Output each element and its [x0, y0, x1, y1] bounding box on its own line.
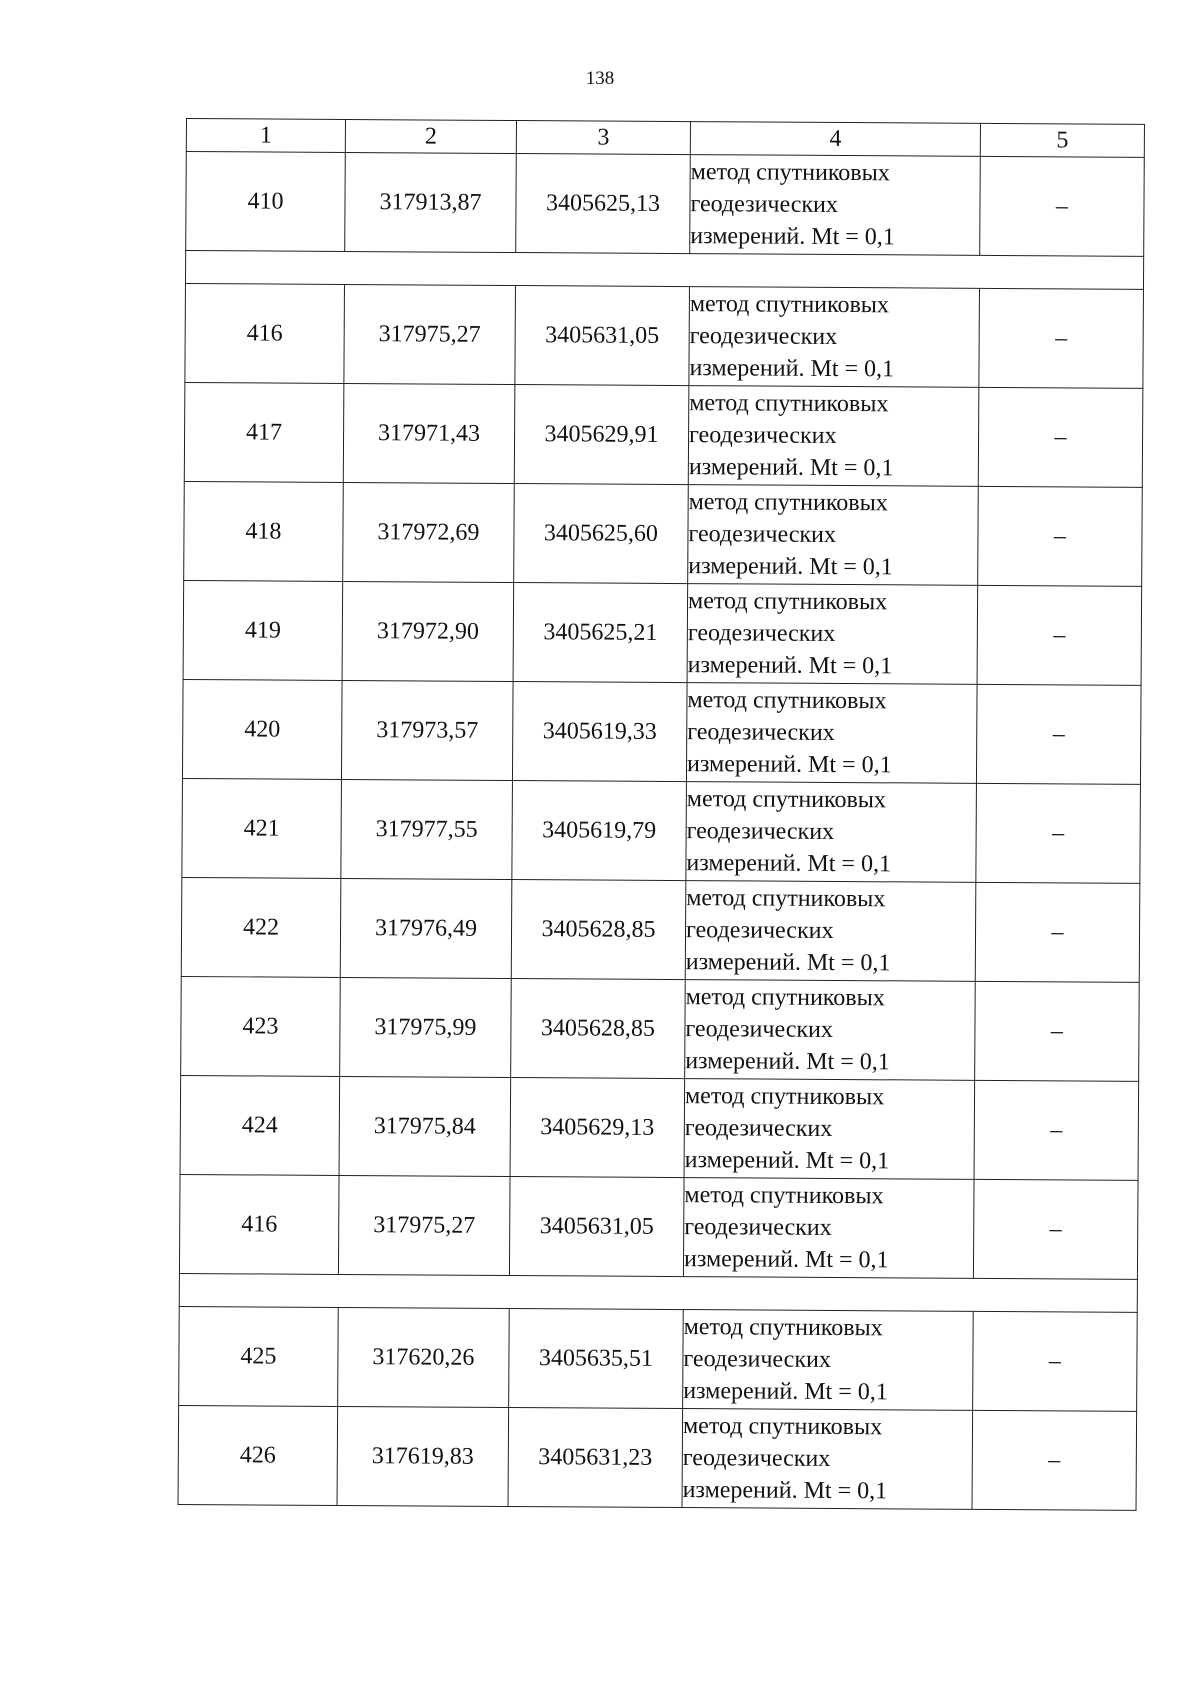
method-line: измерений. Mt = 0,1 [690, 223, 895, 251]
point-number-cell: 416 [185, 283, 345, 383]
y-coordinate-cell: 3405629,91 [514, 385, 689, 485]
method-line: измерений. Mt = 0,1 [683, 1378, 888, 1406]
method-line: измерений. Mt = 0,1 [688, 553, 893, 581]
header-col-5: 5 [980, 123, 1144, 157]
point-number-cell: 418 [184, 481, 344, 581]
method-cell [687, 584, 978, 685]
x-coordinate-cell: 317976,49 [340, 878, 512, 978]
column-5-cell: – [979, 288, 1144, 388]
method-line: геодезических [684, 1214, 832, 1241]
method-cell [683, 1310, 974, 1411]
y-coordinate-cell: 3405631,23 [508, 1407, 683, 1507]
method-cell [688, 485, 979, 586]
table-row [184, 382, 1143, 487]
method-line: геодезических [685, 917, 834, 944]
method-line: метод спутниковых [683, 1314, 883, 1342]
column-5-cell: – [974, 1080, 1139, 1180]
x-coordinate-cell: 317913,87 [345, 152, 517, 252]
x-coordinate-cell: 317620,26 [338, 1307, 510, 1407]
method-line: измерений. Mt = 0,1 [682, 1477, 888, 1505]
column-5-cell: – [978, 486, 1143, 586]
column-5-cell: – [975, 981, 1140, 1081]
column-5-cell: – [980, 156, 1145, 256]
column-5-cell: – [975, 882, 1140, 982]
method-line: геодезических [682, 1445, 831, 1472]
method-line: метод спутниковых [690, 159, 890, 187]
method-cell [683, 1178, 974, 1279]
y-coordinate-cell: 3405628,85 [511, 979, 686, 1079]
method-line: измерений. Mt = 0,1 [688, 454, 894, 482]
method-cell [684, 1079, 975, 1180]
x-coordinate-cell: 317975,27 [338, 1175, 510, 1275]
column-5-cell: – [972, 1410, 1137, 1510]
table-row [179, 1306, 1138, 1411]
column-5-cell: – [978, 387, 1143, 487]
table-row [186, 152, 1145, 257]
coordinates-table [178, 118, 1145, 1511]
column-5-cell: – [976, 783, 1141, 883]
point-number-cell: 410 [186, 152, 346, 252]
y-coordinate-cell: 3405625,21 [513, 583, 688, 683]
method-line: геодезических [686, 818, 835, 845]
method-cell [690, 155, 981, 256]
method-cell [688, 386, 979, 487]
x-coordinate-cell: 317975,84 [339, 1076, 511, 1176]
header-col-2: 2 [345, 119, 516, 153]
table-row [183, 580, 1142, 685]
table-row [181, 877, 1140, 982]
method-line: метод спутниковых [689, 291, 890, 319]
x-coordinate-cell: 317972,90 [342, 581, 514, 681]
method-cell [689, 287, 980, 388]
page-number: 138 [585, 68, 615, 89]
method-line: геодезических [683, 1346, 831, 1373]
table-row [184, 481, 1143, 586]
table-row [180, 1075, 1139, 1180]
header-col-3: 3 [516, 121, 690, 155]
column-5-cell: – [976, 684, 1141, 784]
x-coordinate-cell: 317972,69 [343, 482, 515, 582]
point-number-cell: 423 [181, 976, 341, 1076]
method-cell [685, 980, 976, 1081]
method-line: измерений. Mt = 0,1 [683, 1246, 889, 1274]
method-line: геодезических [690, 191, 839, 218]
x-coordinate-cell: 317975,99 [340, 977, 512, 1077]
y-coordinate-cell: 3405619,79 [512, 781, 687, 881]
method-line: измерений. Mt = 0,1 [689, 355, 895, 383]
column-5-cell: – [973, 1179, 1138, 1279]
point-number-cell: 426 [178, 1405, 338, 1505]
column-5-cell: – [973, 1311, 1138, 1411]
x-coordinate-cell: 317619,83 [337, 1406, 509, 1506]
column-5-cell: – [977, 585, 1142, 685]
y-coordinate-cell: 3405635,51 [509, 1308, 684, 1408]
y-coordinate-cell: 3405625,13 [516, 154, 691, 254]
x-coordinate-cell: 317975,27 [344, 284, 516, 384]
method-line: геодезических [685, 1016, 833, 1043]
method-cell [682, 1409, 973, 1510]
x-coordinate-cell: 317971,43 [343, 383, 515, 483]
method-cell [686, 782, 977, 883]
method-line: геодезических [688, 422, 837, 449]
table-body [178, 152, 1144, 1511]
point-number-cell: 419 [183, 580, 343, 680]
y-coordinate-cell: 3405619,33 [512, 682, 687, 782]
method-line: геодезических [688, 521, 836, 548]
method-line: геодезических [684, 1115, 833, 1142]
method-line: метод спутниковых [689, 390, 889, 418]
method-line: измерений. Mt = 0,1 [687, 652, 893, 680]
method-line: измерений. Mt = 0,1 [686, 850, 892, 878]
point-number-cell: 417 [184, 382, 344, 482]
method-line: метод спутниковых [687, 588, 888, 616]
method-line: метод спутниковых [684, 1083, 885, 1111]
method-line: метод спутниковых [685, 984, 885, 1012]
method-line: метод спутниковых [684, 1182, 884, 1210]
method-line: метод спутниковых [686, 786, 887, 814]
table-row [182, 679, 1141, 784]
table-row [185, 283, 1144, 388]
method-line: метод спутниковых [688, 489, 888, 517]
method-line: геодезических [689, 323, 838, 350]
x-coordinate-cell: 317973,57 [341, 680, 513, 780]
x-coordinate-cell: 317977,55 [341, 779, 513, 879]
table-row [182, 778, 1141, 883]
y-coordinate-cell: 3405628,85 [511, 880, 686, 980]
method-line: геодезических [687, 620, 836, 647]
point-number-cell: 420 [182, 679, 342, 779]
table-row [178, 1405, 1137, 1510]
y-coordinate-cell: 3405625,60 [514, 484, 689, 584]
point-number-cell: 424 [180, 1075, 340, 1175]
method-line: измерений. Mt = 0,1 [685, 1048, 890, 1076]
method-line: измерений. Mt = 0,1 [684, 1147, 890, 1175]
method-cell [686, 683, 977, 784]
header-col-1: 1 [186, 119, 345, 153]
method-line: метод спутниковых [687, 687, 887, 715]
point-number-cell: 425 [179, 1306, 339, 1406]
table-row [179, 1174, 1138, 1279]
header-col-4: 4 [690, 122, 980, 157]
table-row [181, 976, 1140, 1081]
method-cell [685, 881, 976, 982]
point-number-cell: 421 [182, 778, 342, 878]
method-line: измерений. Mt = 0,1 [686, 751, 892, 779]
y-coordinate-cell: 3405629,13 [510, 1078, 685, 1178]
point-number-cell: 416 [179, 1174, 339, 1274]
method-line: измерений. Mt = 0,1 [685, 949, 891, 977]
y-coordinate-cell: 3405631,05 [515, 286, 690, 386]
y-coordinate-cell: 3405631,05 [509, 1176, 684, 1276]
method-line: метод спутниковых [682, 1413, 883, 1441]
method-line: метод спутниковых [686, 885, 886, 913]
point-number-cell: 422 [181, 877, 341, 977]
method-line: геодезических [687, 719, 835, 746]
